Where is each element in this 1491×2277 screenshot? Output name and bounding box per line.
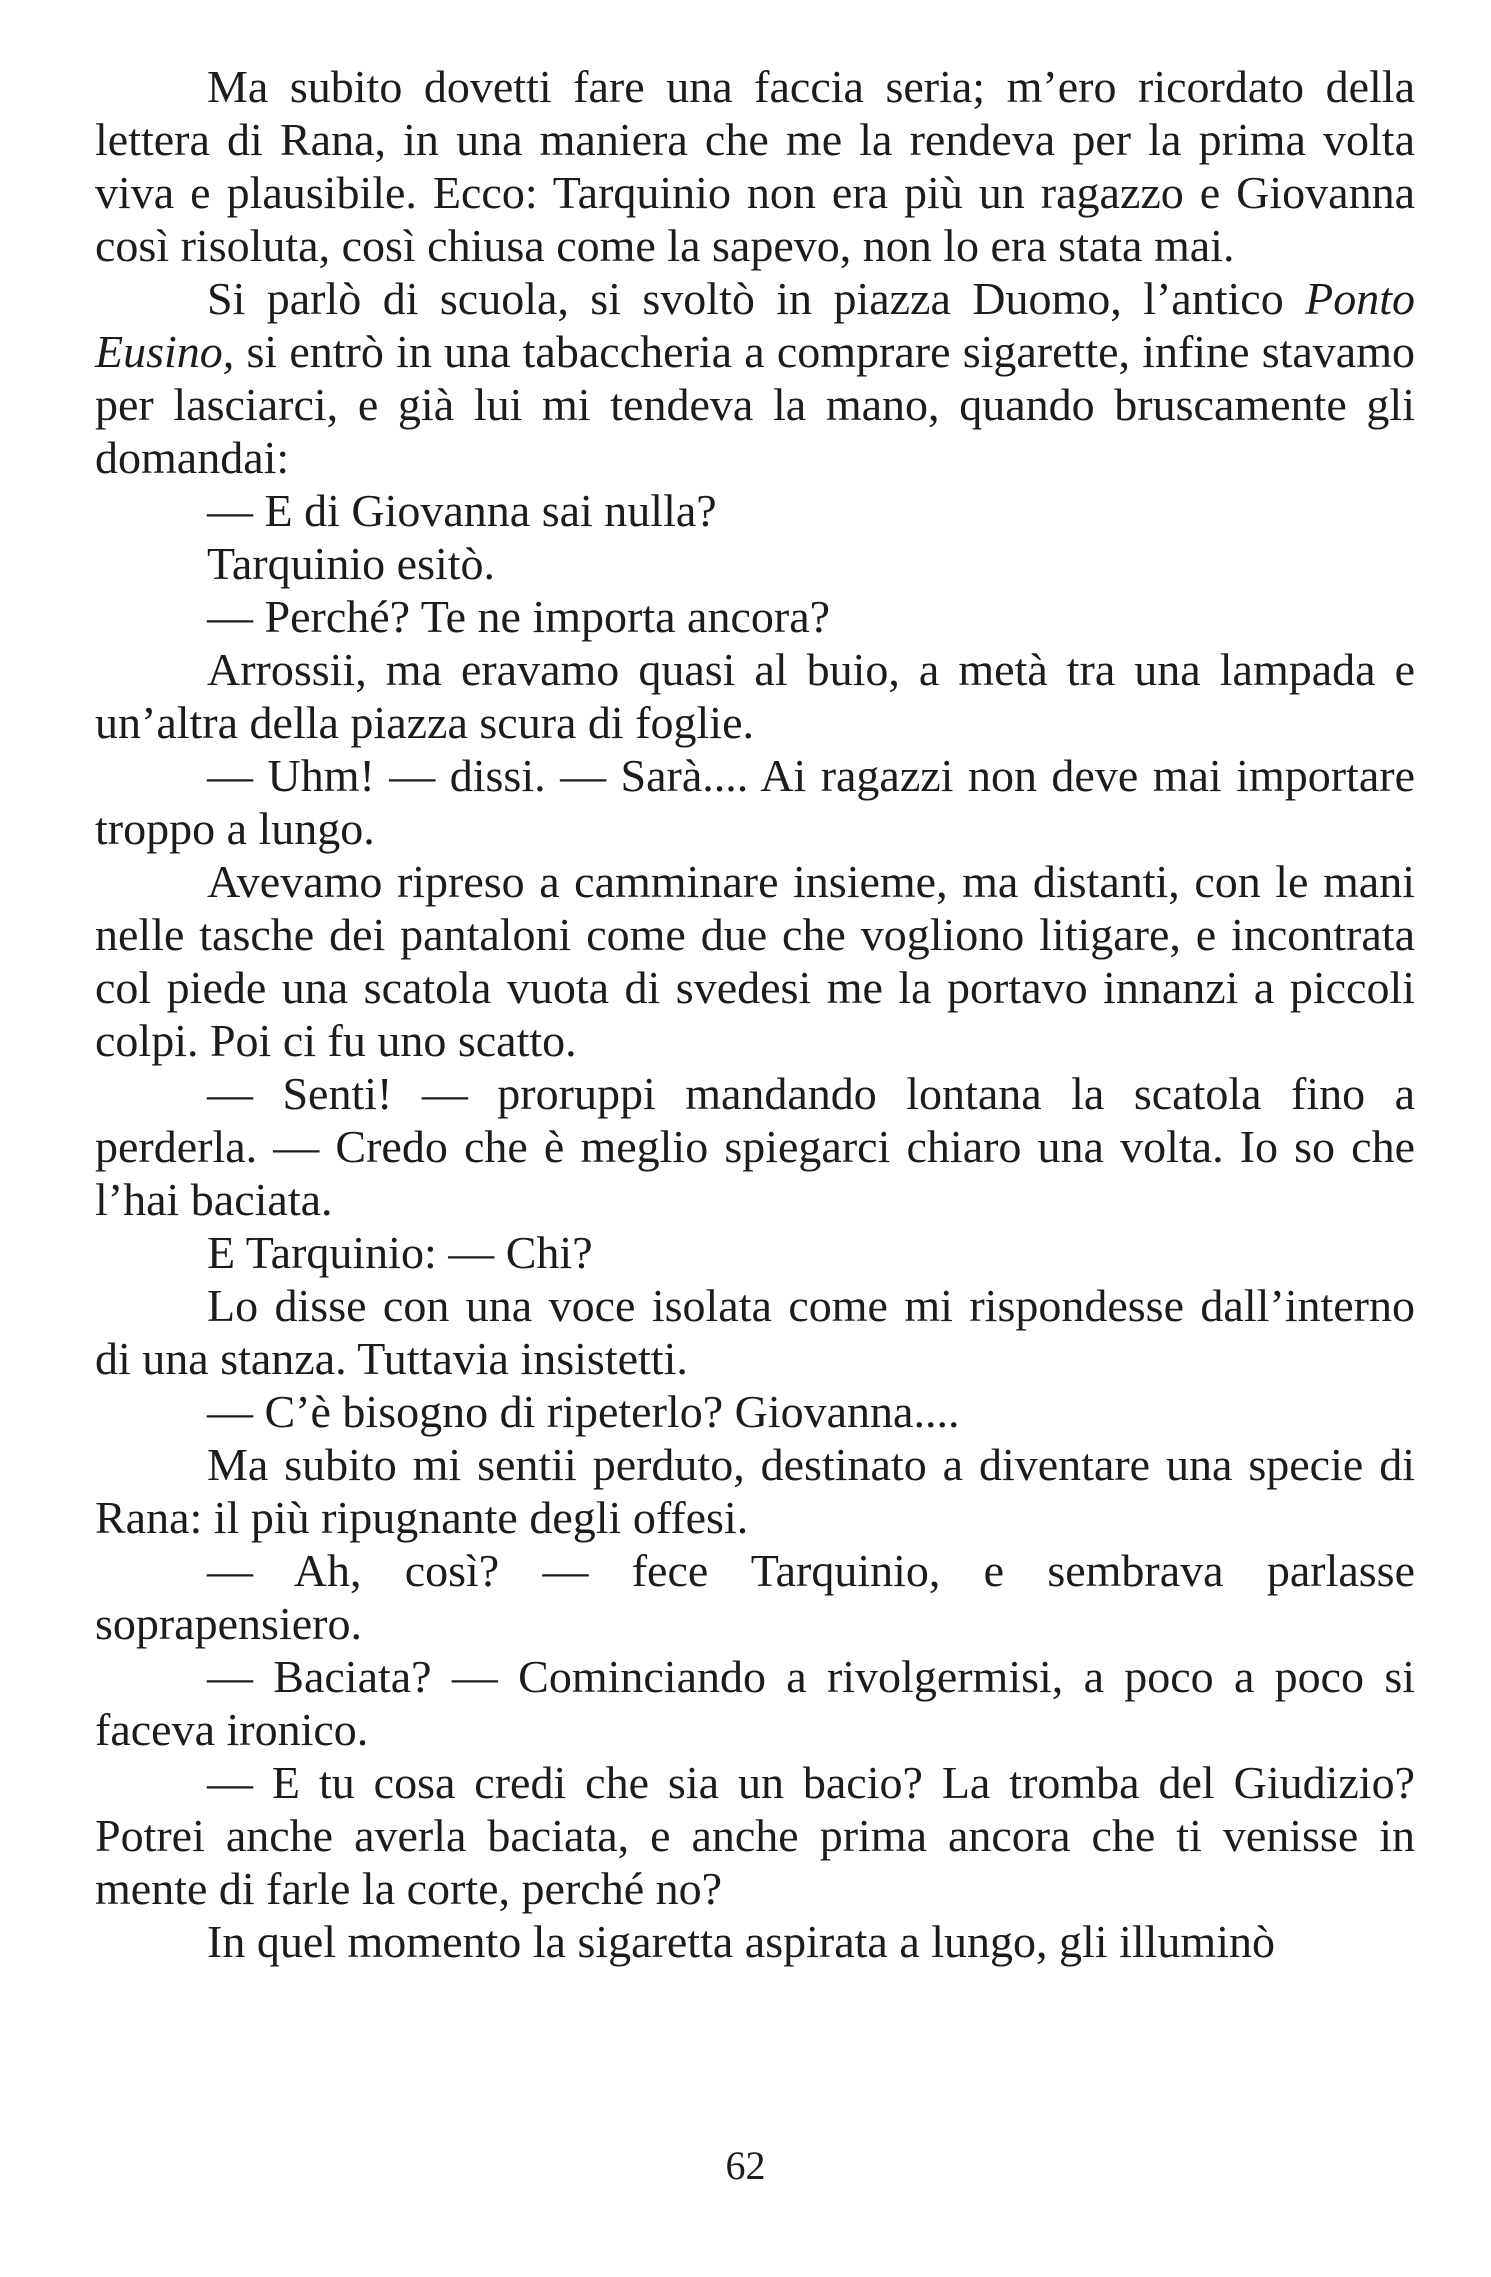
paragraph-2 xyxy=(95,272,1415,484)
paragraph-5: — Perché? Te ne importa ancora? xyxy=(207,591,831,642)
paragraph-2-text-after: si entrò in una tabaccheria a comprare sigarette, infine stavamo per lasciarci, e già lui mi tendeva la mano, quando bruscamente gli domandai: xyxy=(95,326,1415,483)
page-number: 62 xyxy=(725,2143,766,2188)
paragraph-2-italic: Ponto Eusino, xyxy=(95,273,1415,377)
paragraph-11: Lo disse con una voce isolata come mi rispondesse dall’interno di una stanza. Tuttavia insistetti. xyxy=(95,1280,1415,1384)
paragraph-9: — Senti! — proruppi mandando lontana la scatola fino a perderla. — Credo che è meglio spiegarci chiaro una volta. Io so che l’hai baciata. xyxy=(95,1068,1415,1225)
paragraph-3: — E di Giovanna sai nulla? xyxy=(207,485,717,536)
paragraph-16: — E tu cosa credi che sia un bacio? La tromba del Giudizio? Potrei anche averla baciata, e anche prima ancora che ti venisse in mente di farle la corte, perché no? xyxy=(95,1757,1415,1914)
paragraph-4: Tarquinio esitò. xyxy=(207,538,496,589)
paragraph-10: E Tarquinio: — Chi? xyxy=(207,1227,593,1278)
paragraph-7: — Uhm! — dissi. — Sarà.... Ai ragazzi non deve mai importare troppo a lungo. xyxy=(95,750,1415,854)
paragraph-12: — C’è bisogno di ripeterlo? Giovanna.... xyxy=(207,1386,960,1437)
paragraph-2-text-before: Si parlò di scuola, si svoltò in piazza Duomo, l’antico xyxy=(207,273,1306,324)
page-text xyxy=(95,60,1415,2260)
paragraph-6: Arrossii, ma eravamo quasi al buio, a metà tra una lampada e un’altra della piazza scura di foglie. xyxy=(95,644,1415,748)
paragraph-13: Ma subito mi sentii perduto, destinato a diventare una specie di Rana: il più ripugnante degli offesi. xyxy=(95,1439,1415,1543)
paragraph-1: Ma subito dovetti fare una faccia seria; m’ero ricordato della lettera di Rana, in una maniera che me la rendeva per la prima volta viva e plausibile. Ecco: Tarquinio non era più un ragazzo e Giovanna così risoluta, così chiusa come la sapevo, non lo era stata mai. xyxy=(95,61,1415,271)
paragraph-17: In quel momento la sigaretta aspirata a lungo, gli illuminò xyxy=(207,1916,1275,1967)
paragraph-14: — Ah, così? — fece Tarquinio, e sembrava parlasse soprapensiero. xyxy=(95,1545,1415,1649)
paragraph-8: Avevamo ripreso a camminare insieme, ma distanti, con le mani nelle tasche dei pantaloni come due che vogliono litigare, e incontrata col piede una scatola vuota di svedesi me la portavo innanzi a piccoli colpi. Poi ci fu uno scatto. xyxy=(95,856,1415,1066)
paragraph-15: — Baciata? — Cominciando a rivolgermisi, a poco a poco si faceva ironico. xyxy=(95,1651,1415,1755)
